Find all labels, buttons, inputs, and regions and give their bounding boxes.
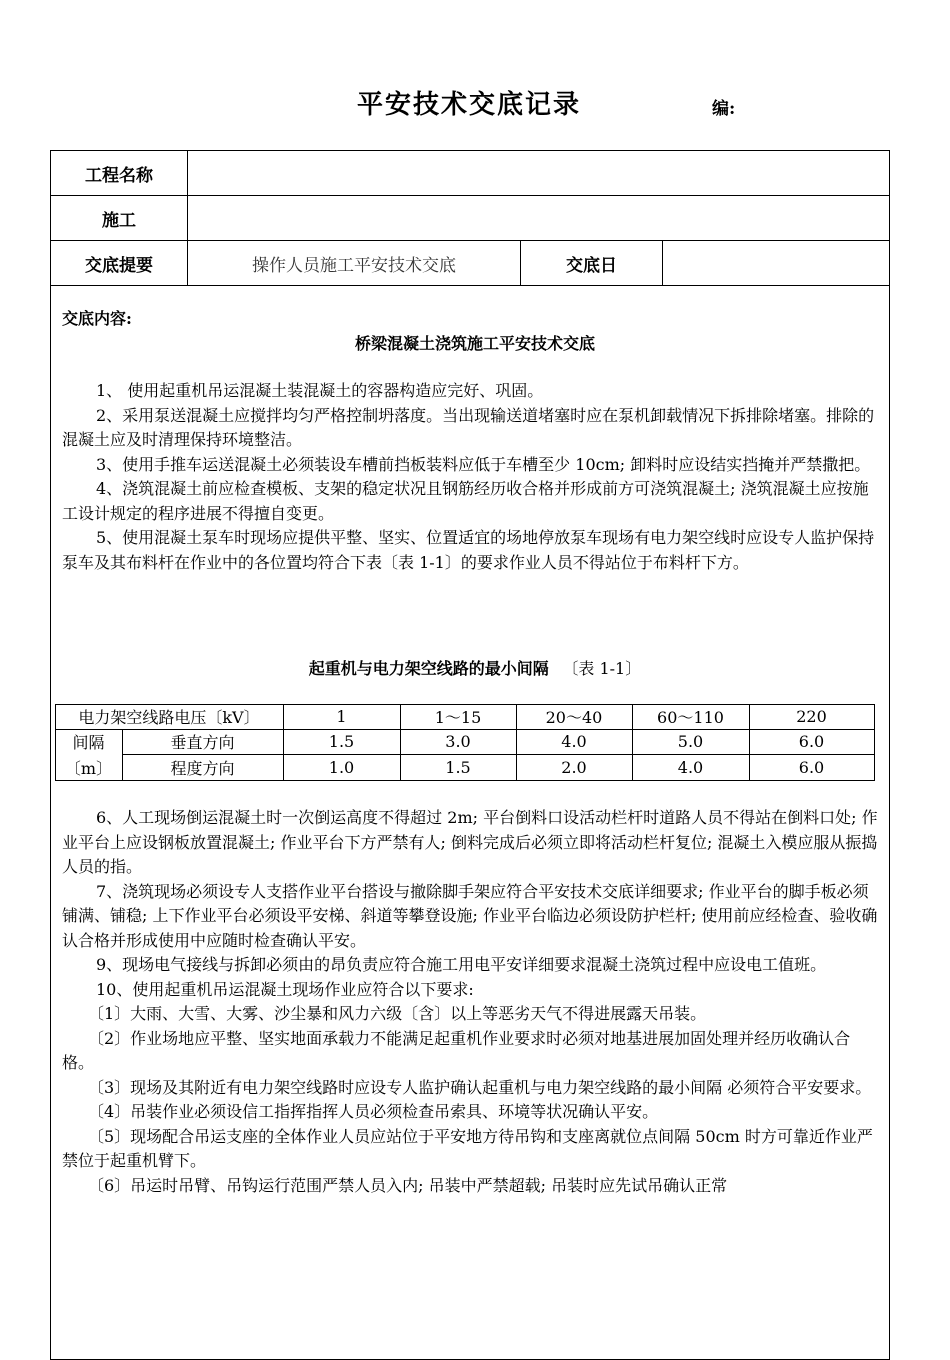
paragraph: 〔3〕现场及其附近有电力架空线路时应设专人监护确认起重机与电力架空线路的最小间隔 必须符合平安要求。 — [88, 1077, 872, 1097]
page-title: 平安技术交底记录 — [357, 90, 582, 120]
paragraph: 7、浇筑现场必须设专人支搭作业平台搭设与撤除脚手架应符合平安技术交底详细要求; 作业平台的脚手板必须铺满、铺稳; 上下作业平台必须设平安梯、斜道等攀登设施; 作业平台临边必须设防护栏杆; 使用前应经检查、验收确认合格并形成使用中应随时检查确认平安。 — [62, 881, 878, 950]
table-cell: 6.0 — [798, 732, 825, 751]
summary-field[interactable]: 操作人员施工平安技术交底 — [252, 255, 456, 276]
paragraph: 〔1〕大雨、大雪、大雾、沙尘暴和风力六级〔含〕以上等恶劣天气不得进展露天吊装。 — [88, 1004, 707, 1023]
clearance-table — [55, 704, 875, 780]
content-body-b — [62, 806, 882, 1198]
voltage-cell: 20～40 — [545, 708, 603, 727]
construction-label: 施工 — [102, 210, 136, 231]
paragraph: 1、 使用起重机吊运混凝土装混凝土的容器构造应完好、巩固。 — [96, 381, 544, 400]
paragraph: 10、使用起重机吊运混凝土现场作业应符合以下要求: — [96, 979, 474, 999]
table-title — [0, 656, 950, 679]
table-cell: 2.0 — [561, 757, 587, 777]
project-name-label: 工程名称 — [85, 165, 153, 186]
paragraph: 4、浇筑混凝土前应检查模板、支架的稳定状况且钢筋经历收合格并形成前方可浇筑混凝土; 浇筑混凝土应按施工设计规定的程序进展不得擅自变更。 — [62, 479, 869, 523]
date-label: 交底日 — [566, 255, 617, 276]
distance-group-label: 间隔 — [72, 733, 105, 752]
table-cell: 3.0 — [445, 732, 471, 751]
voltage-cell: 220 — [796, 707, 827, 726]
table-ref: 〔表 1-1〕 — [562, 659, 642, 678]
content-label: 交底内容: — [62, 309, 132, 328]
construction-field[interactable] — [188, 196, 888, 240]
table-cell: 4.0 — [677, 757, 704, 777]
table-cell: 1.0 — [328, 757, 355, 777]
table-cell: 6.0 — [798, 757, 825, 777]
paragraph: 〔5〕现场配合吊运支座的全体作业人员应站位于平安地方待吊钩和支座离就位点间隔 50cm 时方可靠近作业严禁位于起重机臂下。 — [62, 1126, 873, 1170]
table-cell: 4.0 — [561, 732, 587, 751]
paragraph: 〔6〕吊运时吊臂、吊钩运行范围严禁人员入内; 吊装中严禁超载; 吊装时应先试吊确认正常 — [88, 1175, 728, 1195]
voltage-cell: 60～110 — [657, 708, 724, 727]
paragraph: 〔4〕吊装作业必须设信工指挥指挥人员必须检查吊索具、环境等状况确认平安。 — [88, 1102, 659, 1121]
paragraph: 〔2〕作业场地应平整、坚实地面承载力不能满足起重机作业要求时必须对地基进展加固处理并经历收确认合格。 — [62, 1028, 851, 1072]
summary-label: 交底提要 — [85, 255, 153, 276]
table-cell: 1.5 — [328, 732, 355, 751]
direction-label: 程度方向 — [170, 758, 235, 778]
table-cell: 5.0 — [677, 732, 704, 751]
content-heading: 桥梁混凝土浇筑施工平安技术交底 — [354, 334, 595, 353]
paragraph: 2、采用泵送混凝土应搅拌均匀严格控制坍落度。当出现输送道堵塞时应在泵机卸载情况下拆排除堵塞。排除的混凝土应及时清理保持环境整洁。 — [62, 405, 875, 449]
project-name-field[interactable] — [188, 151, 888, 195]
table-title-text: 起重机与电力架空线路的最小间隔 — [308, 659, 549, 678]
document-number-label: 编: — [712, 99, 736, 119]
paragraph: 6、人工现场倒运混凝土时一次倒运高度不得超过 2m; 平台倒料口设活动栏杆时道路人员不得站在倒料口处; 作业平台上应设钢板放置混凝土; 作业平台下方严禁有人; 倒料完成后必须立即将活动栏杆复位; 混凝土入模应服从振捣人员的指。 — [62, 808, 878, 876]
direction-label: 垂直方向 — [170, 733, 235, 752]
divider — [51, 285, 889, 286]
voltage-cell: 1～15 — [434, 708, 482, 727]
date-field[interactable] — [663, 241, 888, 285]
paragraph: 5、使用混凝土泵车时现场应提供平整、坚实、位置适宜的场地停放泵车现场有电力架空线时应设专人监护保持泵车及其布料杆在作业中的各位置均符合下表〔表 1-1〕的要求作业人员不得站位于布料杆下方。 — [62, 528, 875, 572]
paragraph: 9、现场电气接线与拆卸必须由的昂负责应符合施工用电平安详细要求混凝土浇筑过程中应设电工值班。 — [96, 955, 827, 974]
paragraph: 3、使用手推车运送混凝土必须装设车槽前挡板装料应低于车槽至少 10cm; 卸料时应设结实挡掩并严禁撒把。 — [96, 454, 871, 474]
voltage-header: 电力架空线路电压〔kV〕 — [78, 708, 260, 727]
table-cell: 1.5 — [445, 757, 471, 777]
voltage-cell: 1 — [336, 707, 347, 726]
distance-unit-label: 〔m〕 — [64, 758, 113, 778]
content-body-a — [62, 379, 882, 575]
